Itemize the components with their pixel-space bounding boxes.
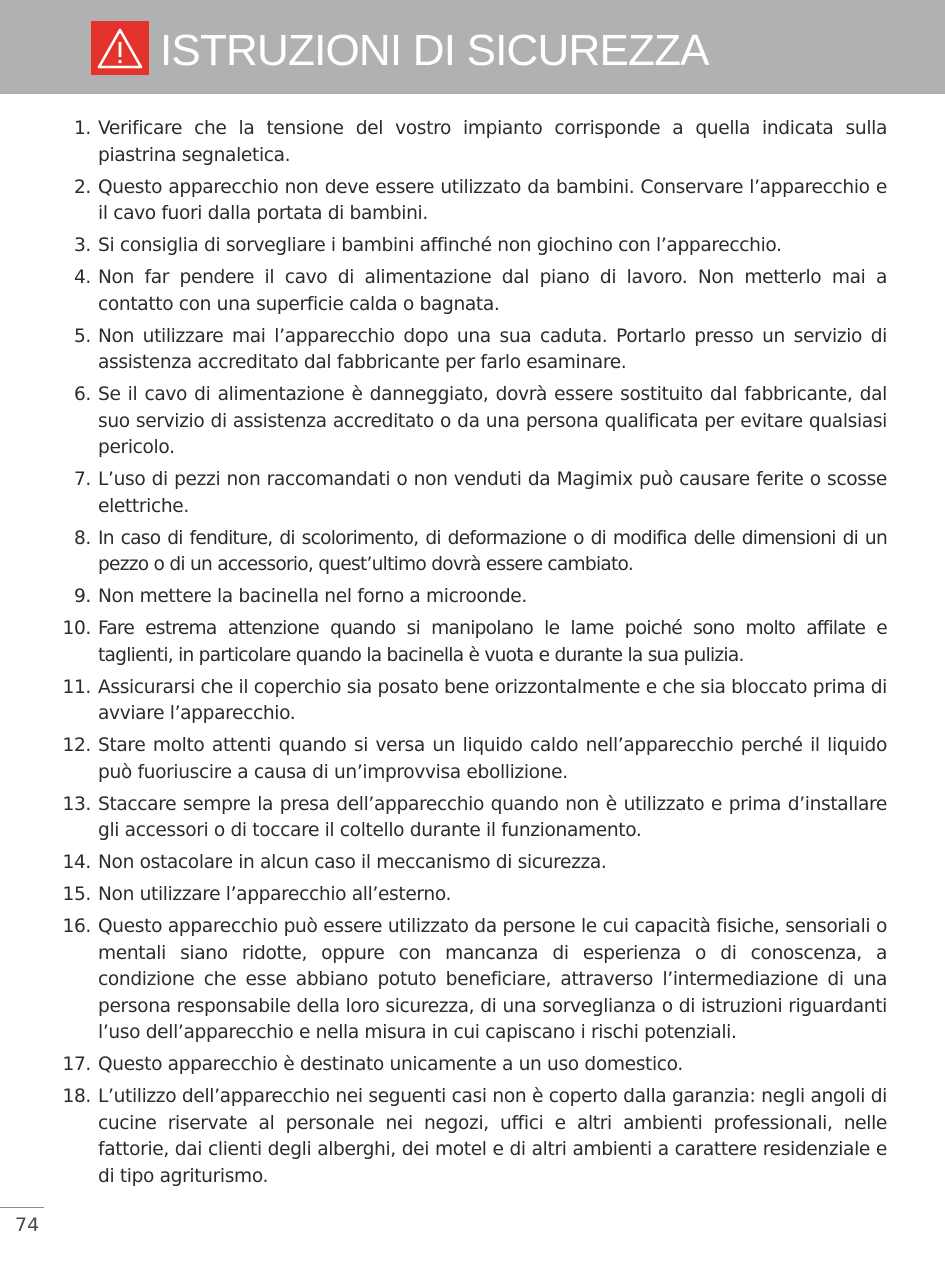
- item-text: Fare estrema attenzione quando si manipolano le lame poiché sono molto affilate e taglienti, in particolare quando la bacinella è vuota e durante la sua pulizia.: [98, 618, 887, 666]
- item-text: Se il cavo di alimentazione è danneggiato, dovrà essere sostituito dal fabbricante, dal suo servizio di assistenza accreditato o da una persona qualificata per evitare qualsiasi pericolo.: [98, 384, 887, 458]
- item-text: Stare molto attenti quando si versa un liquido caldo nell’apparecchio perché il liquido può fuoriuscire a causa di un’improvvisa ebollizione.: [98, 735, 887, 783]
- page-number: 74: [15, 1214, 40, 1236]
- item-text: L’utilizzo dell’apparecchio nei seguenti casi non è coperto dalla garanzia: negli angoli di cucine riservate al personale nei negozi, uffici e altri ambienti professionali, nelle fattorie, dai clienti degli alberghi, dei motel e di altri ambienti a carattere residenziale e di tipo agriturismo.: [98, 1086, 887, 1187]
- item-number: 5.: [73, 325, 91, 347]
- item-number: 17.: [62, 1054, 91, 1075]
- item-number: 15.: [62, 884, 91, 905]
- item-number: 2.: [73, 176, 91, 198]
- item-number: 13.: [62, 793, 91, 815]
- item-number: 16.: [62, 916, 91, 937]
- list-item: [40, 733, 887, 786]
- list-item: [40, 675, 887, 728]
- item-text: Questo apparecchio può essere utilizzato da persone le cui capacità fisiche, sensoriali o mentali siano ridotte, oppure con mancanza di esperienza o di conoscenza, a condizione che esse abbiano potuto beneficiare, attraverso l’intermediazione di una persona responsabile della loro sicurezza, di una sorveglianza o di istruzioni riguardanti l’uso dell’apparecchio e nella misura in cui capiscano i rischi potenziali.: [98, 916, 887, 1043]
- item-number: 4.: [73, 267, 91, 288]
- item-text: Non far pendere il cavo di alimentazione dal piano di lavoro. Non metterlo mai a contatto con una superficie calda o bagnata.: [98, 267, 887, 315]
- list-item: [40, 850, 887, 877]
- item-text: Verificare che la tensione del vostro impianto corrisponde a quella indicata sulla piastrina segnaletica.: [98, 118, 887, 166]
- item-text: In caso di fenditure, di scolorimento, di deformazione o di modifica delle dimensioni di un pezzo o di un accessorio, quest’ultimo dovrà essere cambiato.: [98, 527, 887, 575]
- item-text: Questo apparecchio è destinato unicamente a un uso domestico.: [98, 1054, 683, 1075]
- item-text: Non utilizzare mai l’apparecchio dopo una sua caduta. Portarlo presso un servizio di assistenza accreditato dal fabbricante per farlo esaminare.: [98, 325, 887, 373]
- item-text: Staccare sempre la presa dell’apparecchio quando non è utilizzato e prima d’installare gli accessori o di toccare il coltello durante il funzionamento.: [98, 793, 887, 841]
- list-item: [40, 882, 887, 909]
- list-item: [40, 1052, 887, 1079]
- safety-instructions-list: [40, 116, 887, 1196]
- page-title: ISTRUZIONI DI SICUREZZA: [160, 26, 709, 75]
- item-number: 9.: [73, 586, 91, 607]
- item-text: Non mettere la bacinella nel forno a microonde.: [98, 586, 527, 607]
- item-text: L’uso di pezzi non raccomandati o non venduti da Magimix può causare ferite o scosse elettriche.: [98, 469, 887, 517]
- list-item: [40, 526, 887, 579]
- item-number: 8.: [73, 527, 91, 549]
- item-number: 14.: [62, 852, 91, 873]
- item-text: Assicurarsi che il coperchio sia posato bene orizzontalmente e che sia bloccato prima di avviare l’apparecchio.: [98, 676, 887, 724]
- header-bar: [0, 0, 945, 94]
- item-text: Non utilizzare l’apparecchio all’esterno.: [98, 884, 452, 905]
- item-number: 3.: [73, 235, 91, 256]
- item-number: 12.: [62, 735, 91, 756]
- item-number: 10.: [62, 618, 91, 639]
- list-item: [40, 175, 887, 228]
- list-item: [40, 1084, 887, 1190]
- item-number: 7.: [73, 469, 91, 490]
- item-number: 1.: [73, 118, 91, 139]
- list-item: [40, 584, 887, 611]
- item-number: 18.: [62, 1086, 91, 1107]
- list-item: [40, 265, 887, 318]
- list-item: [40, 324, 887, 377]
- list-item: [40, 616, 887, 669]
- item-text: Si consiglia di sorvegliare i bambini affinché non giochino con l’apparecchio.: [98, 235, 782, 256]
- item-number: 6.: [73, 384, 91, 405]
- list-item: [40, 233, 887, 260]
- item-text: Non ostacolare in alcun caso il meccanismo di sicurezza.: [98, 852, 607, 873]
- page-number-rule: [0, 1207, 44, 1208]
- list-item: [40, 116, 887, 169]
- warning-icon: [91, 21, 149, 75]
- item-text: Questo apparecchio non deve essere utilizzato da bambini. Conservare l’apparecchio e il cavo fuori dalla portata di bambini.: [98, 176, 887, 224]
- item-number: 11.: [62, 676, 91, 698]
- list-item: [40, 914, 887, 1047]
- list-item: [40, 792, 887, 845]
- list-item: [40, 382, 887, 462]
- list-item: [40, 467, 887, 520]
